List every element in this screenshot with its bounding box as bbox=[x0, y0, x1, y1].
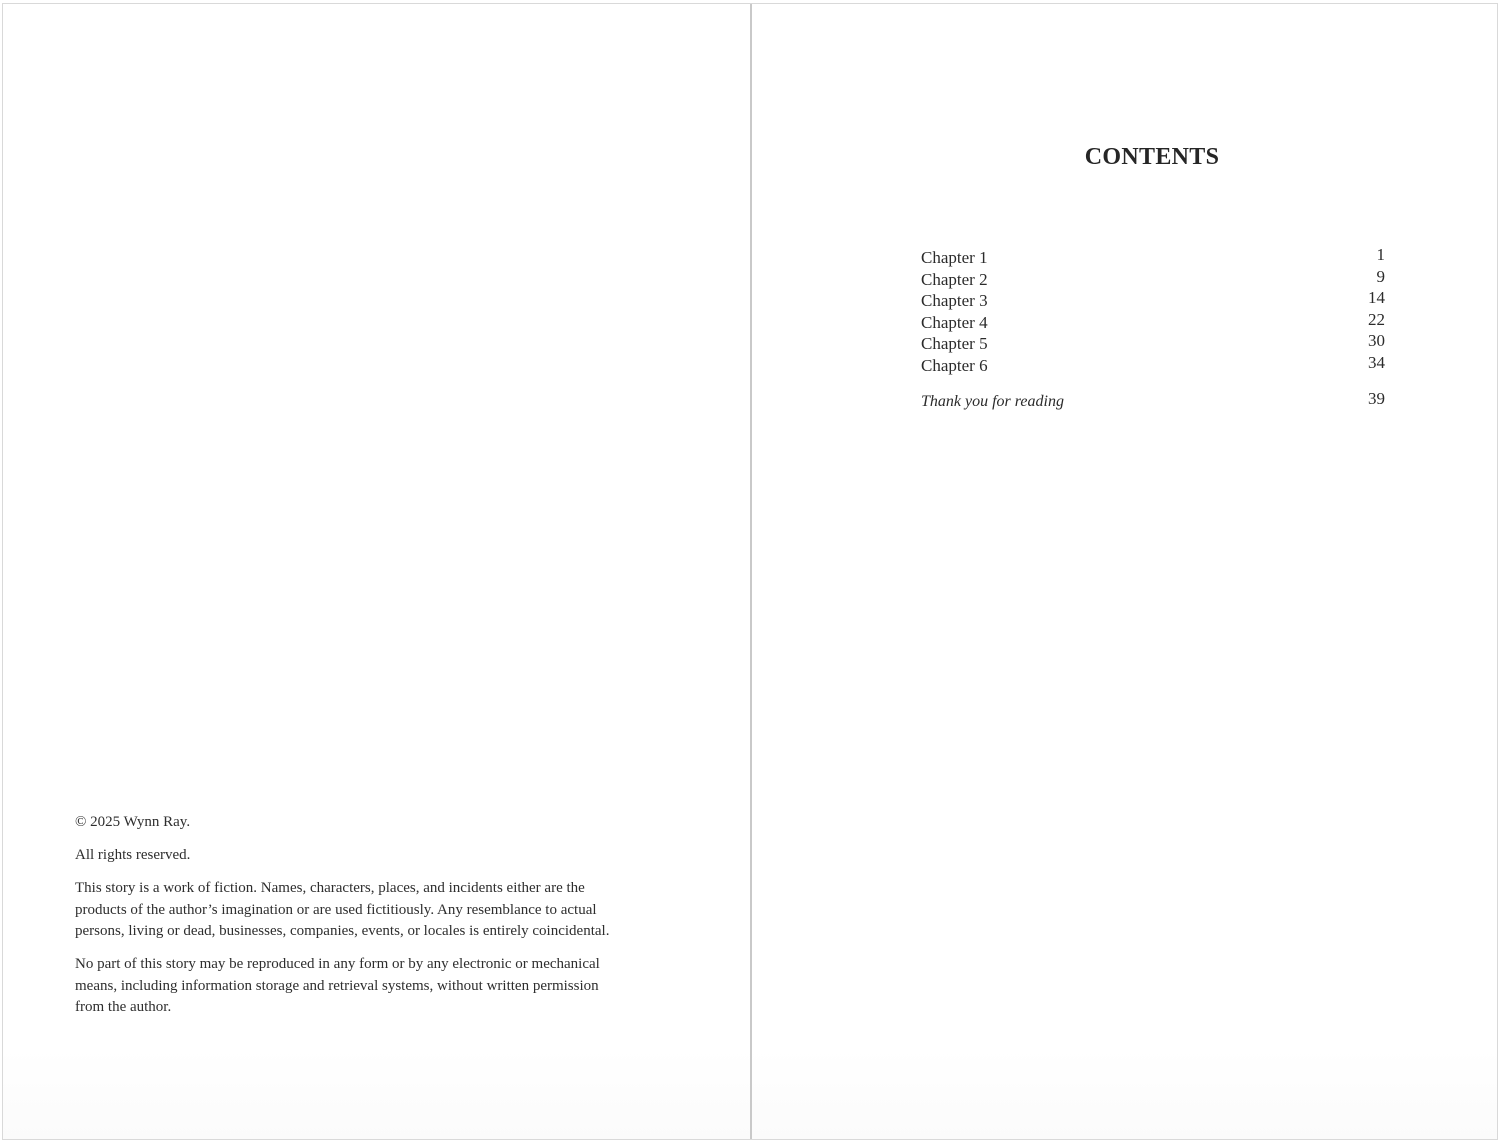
toc-entry-page: 14 bbox=[1368, 288, 1385, 307]
rights-reserved: All rights reserved. bbox=[75, 847, 191, 863]
toc-entry-label: Chapter 2 bbox=[921, 269, 988, 289]
toc-entry-page: 22 bbox=[1368, 309, 1385, 329]
book-spread bbox=[2, 3, 1498, 1140]
toc-entry-label: Chapter 1 bbox=[921, 248, 988, 267]
fiction-disclaimer: This story is a work of fiction. Names, characters, places, and incidents either are the products of the author’s imagination or are used fictitiously. Any resemblance to actual persons, living or dead, businesses, companies, events, or locales is entirely coincidental. bbox=[75, 880, 610, 939]
table-of-contents bbox=[921, 246, 1385, 412]
toc-entry-thank-you[interactable] bbox=[921, 390, 1385, 412]
toc-entry[interactable] bbox=[921, 268, 1385, 290]
copyright-block bbox=[75, 812, 620, 1030]
reproduction-notice: No part of this story may be reproduced in any form or by any electronic or mechanical means, including information storage and retrieval systems, without written permission from the author. bbox=[75, 956, 600, 1015]
toc-entry[interactable] bbox=[921, 289, 1385, 311]
copyright-page bbox=[3, 4, 750, 1139]
toc-entry-page: 30 bbox=[1368, 331, 1385, 350]
copyright-notice: © 2025 Wynn Ray. bbox=[75, 814, 191, 830]
contents-page bbox=[752, 4, 1497, 1139]
toc-entry-page: 34 bbox=[1368, 352, 1385, 372]
toc-entry-label: Chapter 6 bbox=[921, 355, 988, 375]
toc-entry-label: Chapter 3 bbox=[921, 291, 988, 310]
toc-entry-label: Chapter 5 bbox=[921, 334, 988, 353]
toc-entry[interactable] bbox=[921, 311, 1385, 333]
contents-title: CONTENTS bbox=[1084, 144, 1220, 170]
toc-entry-page: 9 bbox=[1376, 266, 1385, 286]
toc-entry[interactable] bbox=[921, 332, 1385, 354]
toc-entry-page: 39 bbox=[1368, 389, 1385, 408]
toc-entry-label: Chapter 4 bbox=[921, 312, 988, 332]
toc-entry[interactable] bbox=[921, 354, 1385, 376]
toc-entry-label: Thank you for reading bbox=[921, 393, 1064, 410]
toc-entry-page: 1 bbox=[1376, 245, 1385, 264]
toc-entry[interactable] bbox=[921, 246, 1385, 268]
